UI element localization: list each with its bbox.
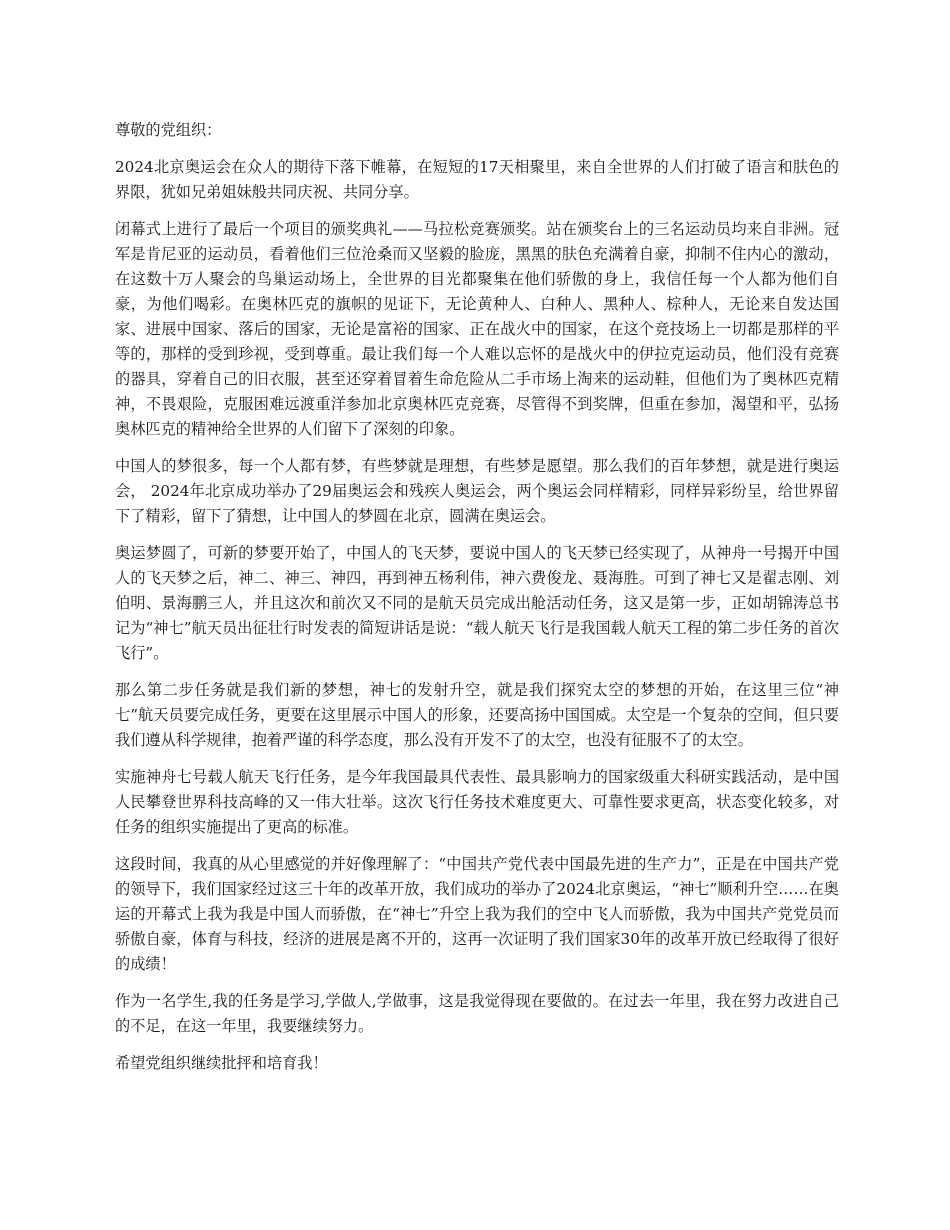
body-paragraph: 2024北京奥运会在众人的期待下落下帷幕，在短短的17天相聚里，来自全世界的人们打破了语言和肤色的界限，犹如兄弟姐妹般共同庆祝、共同分享。 — [115, 158, 839, 201]
body-paragraph: 中国人的梦很多，每一个人都有梦，有些梦就是理想，有些梦是愿望。那么我们的百年梦想，就是进行奥运会， 2024年北京成功举办了29届奥运会和残疾人奥运会，两个奥运会同样精彩，同样异彩纷呈，给世界留下了精彩，留下了猜想，让中国人的梦圆在北京，圆满在奥运会。 — [115, 457, 839, 525]
closing-paragraph: 希望党组织继续批抨和培育我！ — [115, 1054, 328, 1072]
letter-document — [115, 118, 839, 1088]
body-paragraph: 那么第二步任务就是我们新的梦想，神七的发射升空，就是我们探究太空的梦想的开始，在这里三位“神七”航天员要完成任务，更要在这里展示中国人的形象，还要高扬中国国威。太空是一个复杂的空间，但只要我们遵从科学规律，抱着严谨的科学态度，那么没有开发不了的太空，也没有征服不了的太空。 — [115, 681, 839, 749]
body-paragraph: 闭幕式上进行了最后一个项目的颁奖典礼——马拉松竞赛颁奖。站在颁奖台上的三名运动员均来自非洲。冠军是肯尼亚的运动员，看着他们三位沧桑而又坚毅的脸庞，黑黑的肤色充满着自豪，抑制不住内心的激动，在这数十万人聚会的鸟巢运动场上，全世界的目光都聚集在他们骄傲的身上，我信任每一个人都为他们自豪，为他们喝彩。在奥林匹克的旗帜的见证下，无论黄种人、白种人、黑种人、棕种人，无论来自发达国家、进展中国家、落后的国家，无论是富裕的国家、正在战火中的国家，在这个竞技场上一切都是那样的平等的，那样的受到珍视，受到尊重。最让我们每一个人难以忘怀的是战火中的伊拉克运动员，他们没有竞赛的器具，穿着自己的旧衣服，甚至还穿着冒着生命危险从二手市场上淘来的运动鞋，但他们为了奥林匹克精神，不畏艰险，克服困难远渡重洋参加北京奥林匹克竞赛，尽管得不到奖牌，但重在参加，渴望和平，弘扬奥林匹克的精神给全世界的人们留下了深刻的印象。 — [115, 220, 839, 438]
salutation: 尊敬的党组织： — [115, 121, 222, 139]
body-paragraph: 实施神舟七号载人航天飞行任务，是今年我国最具代表性、最具影响力的国家级重大科研实践活动，是中国人民攀登世界科技高峰的又一伟大壮举。这次飞行任务技术难度更大、可靠性要求更高，状态变化较多，对任务的组织实施提出了更高的标准。 — [115, 768, 839, 836]
body-paragraph: 这段时间，我真的从心里感觉的并好像理解了：“中国共产党代表中国最先进的生产力”，正是在中国共产党的领导下，我们国家经过这三十年的改革开放，我们成功的举办了2024北京奥运，“神七”顺利升空……在奥运的开幕式上我为我是中国人而骄傲，在“神七”升空上我为我们的空中飞人而骄傲，我为中国共产党党员而骄傲自豪，体育与科技，经济的进展是离不开的，这再一次证明了我们国家30年的改革开放已经取得了很好的成绩！ — [115, 855, 839, 973]
body-paragraph: 奥运梦圆了，可新的梦要开始了，中国人的飞天梦，要说中国人的飞天梦已经实现了，从神舟一号揭开中国人的飞天梦之后，神二、神三、神四，再到神五杨利伟，神六费俊龙、聂海胜。可到了神七又是翟志刚、刘伯明、景海鹏三人，并且这次和前次又不同的是航天员完成出舱活动任务，这又是第一步，正如胡锦涛总书记为“神七”航天员出征壮行时发表的简短讲话是说：“载人航天飞行是我国载人航天工程的第二步任务的首次飞行”。 — [115, 544, 839, 662]
body-paragraph: 作为一名学生,我的任务是学习,学做人,学做事，这是我觉得现在要做的。在过去一年里，我在努力改进自己的不足，在这一年里，我要继续努力。 — [115, 992, 839, 1035]
